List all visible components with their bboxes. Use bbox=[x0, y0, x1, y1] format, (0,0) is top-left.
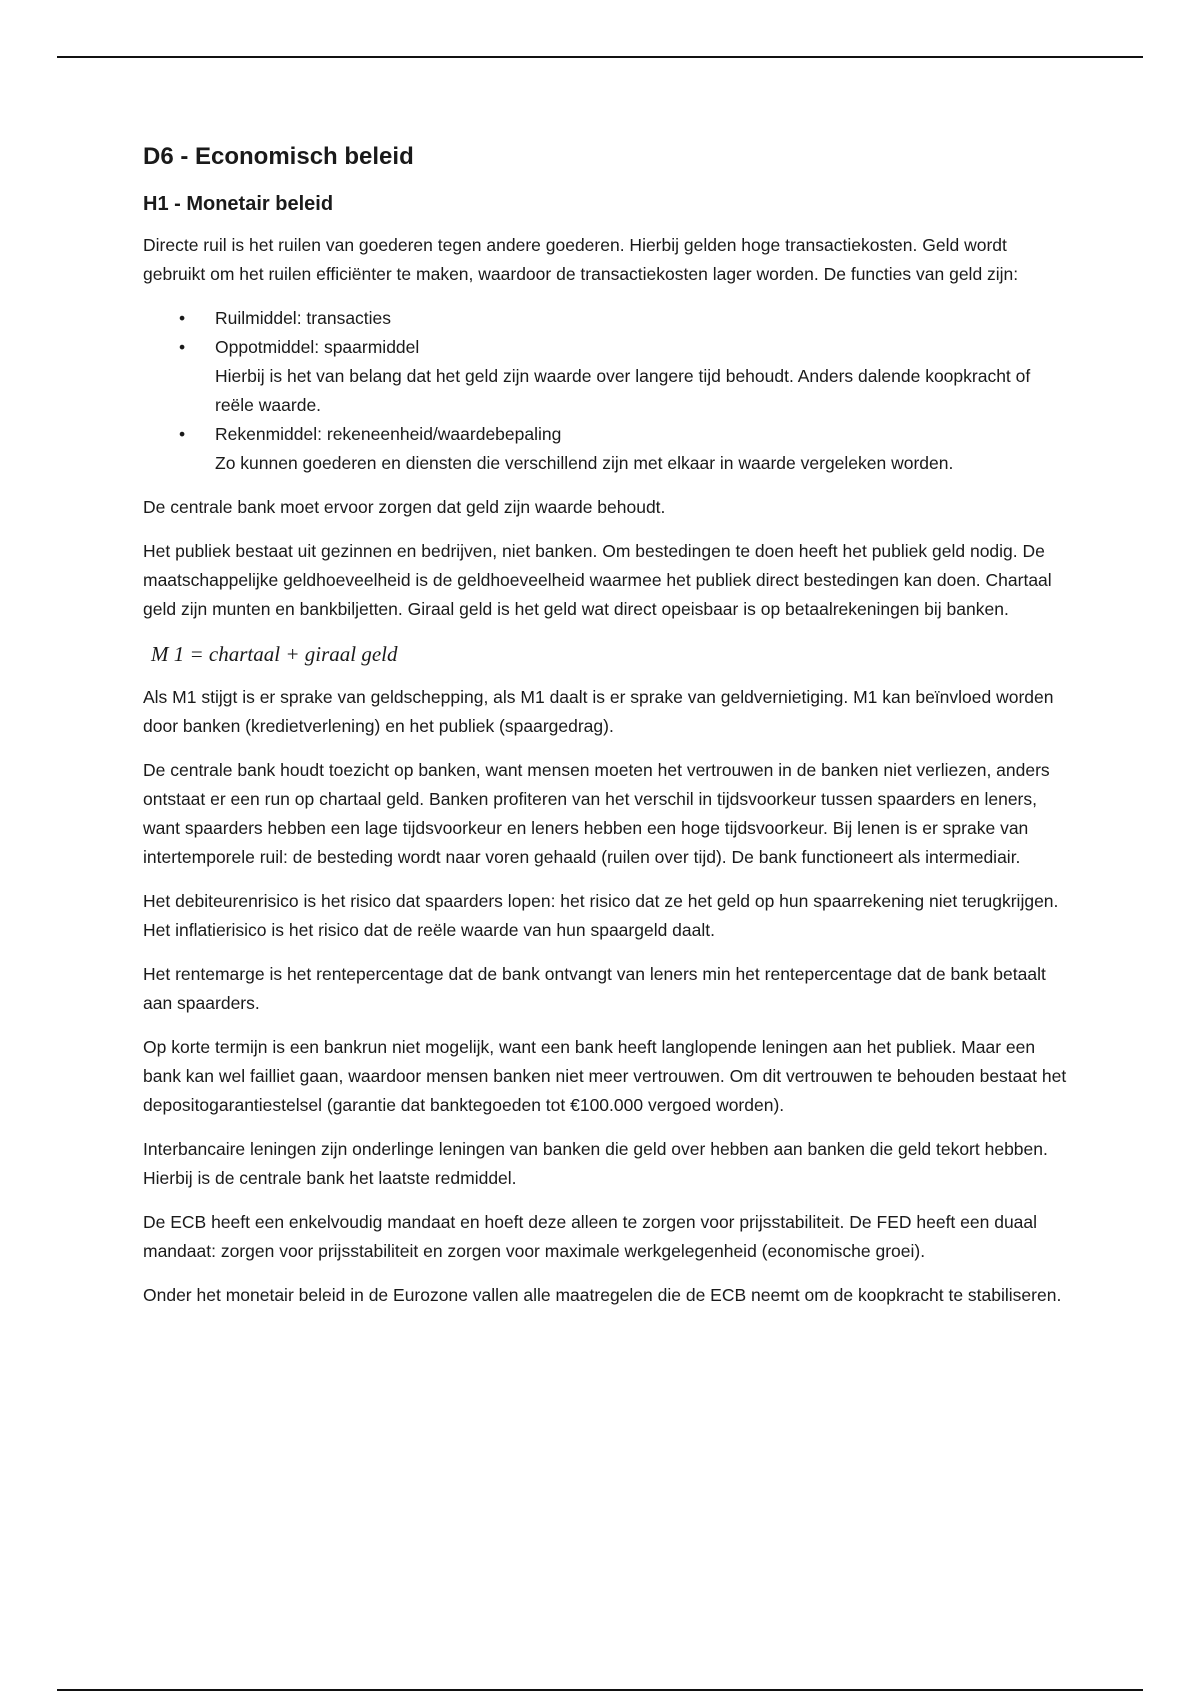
footer-rule bbox=[57, 1689, 1143, 1691]
bullet-icon: • bbox=[179, 424, 186, 444]
header-rule bbox=[57, 56, 1143, 58]
paragraph: Het publiek bestaat uit gezinnen en bedrijven, niet banken. Om bestedingen te doen heeft het publiek geld nodig. De maatschappelijke geldhoeveelheid is de geldhoeveelheid waarmee het publiek direct bestedingen kan doen. Chartaal geld zijn munten en bankbiljetten. Giraal geld is het geld wat direct opeisbaar is op betaalrekeningen bij banken. bbox=[143, 541, 1052, 619]
list-item-detail: Hierbij is het van belang dat het geld zijn waarde over langere tijd behoudt. Anders dalende koopkracht of reële waarde. bbox=[215, 366, 1031, 415]
list-item-term: Oppotmiddel: spaarmiddel bbox=[215, 337, 420, 357]
list-item bbox=[179, 333, 1073, 420]
bullet-icon: • bbox=[179, 308, 186, 328]
list-item bbox=[179, 420, 1073, 478]
paragraph: Onder het monetair beleid in de Eurozone vallen alle maatregelen die de ECB neemt om de koopkracht te stabiliseren. bbox=[143, 1285, 1062, 1305]
paragraph: De centrale bank moet ervoor zorgen dat geld zijn waarde behoudt. bbox=[143, 497, 666, 517]
list-item-term: Ruilmiddel: transacties bbox=[215, 308, 392, 328]
document-body bbox=[143, 142, 1073, 1325]
paragraph: Op korte termijn is een bankrun niet mogelijk, want een bank heeft langlopende leningen aan het publiek. Maar een bank kan wel failliet gaan, waardoor mensen banken niet meer vertrouwen. Om dit vertrouwen te behouden bestaat het depositogarantiestelsel (garantie dat banktegoeden tot €100.000 vergoed worden). bbox=[143, 1037, 1067, 1115]
paragraph: De centrale bank houdt toezicht op banken, want mensen moeten het vertrouwen in de banken niet verliezen, anders ontstaat er een run op chartaal geld. Banken profiteren van het verschil in tijdsvoorkeur tussen spaarders en leners, want spaarders hebben een lage tijdsvoorkeur en leners hebben een hoge tijdsvoorkeur. Bij lenen is er sprake van intertemporele ruil: de besteding wordt naar voren gehaald (ruilen over tijd). De bank functioneert als intermediair. bbox=[143, 760, 1050, 867]
list-item bbox=[179, 304, 1073, 333]
money-functions-list bbox=[143, 304, 1073, 478]
section-heading: H1 - Monetair beleid bbox=[143, 193, 334, 215]
paragraph: Interbancaire leningen zijn onderlinge leningen van banken die geld over hebben aan banken die geld tekort hebben. Hierbij is de centrale bank het laatste redmiddel. bbox=[143, 1139, 1048, 1188]
bullet-icon: • bbox=[179, 337, 186, 357]
intro-paragraph: Directe ruil is het ruilen van goederen tegen andere goederen. Hierbij gelden hoge transactiekosten. Geld wordt gebruikt om het ruilen efficiënter te maken, waardoor de transactiekosten lager worden. De functies van geld zijn: bbox=[143, 235, 1019, 284]
formula: M 1 = chartaal + giraal geld bbox=[151, 642, 398, 666]
paragraph: Het debiteurenrisico is het risico dat spaarders lopen: het risico dat ze het geld op hun spaarrekening niet terugkrijgen. Het inflatierisico is het risico dat de reële waarde van hun spaargeld daalt. bbox=[143, 891, 1059, 940]
list-item-detail: Zo kunnen goederen en diensten die verschillend zijn met elkaar in waarde vergeleken worden. bbox=[215, 453, 954, 473]
paragraph: Het rentemarge is het rentepercentage dat de bank ontvangt van leners min het rentepercentage dat de bank betaalt aan spaarders. bbox=[143, 964, 1046, 1013]
list-item-term: Rekenmiddel: rekeneenheid/waardebepaling bbox=[215, 424, 562, 444]
document-title: D6 - Economisch beleid bbox=[143, 143, 414, 170]
paragraph: De ECB heeft een enkelvoudig mandaat en hoeft deze alleen te zorgen voor prijsstabiliteit. De FED heeft een duaal mandaat: zorgen voor prijsstabiliteit en zorgen voor maximale werkgelegenheid (economische groei). bbox=[143, 1212, 1038, 1261]
paragraph: Als M1 stijgt is er sprake van geldschepping, als M1 daalt is er sprake van geldvernietiging. M1 kan beïnvloed worden door banken (kredietverlening) en het publiek (spaargedrag). bbox=[143, 687, 1054, 736]
